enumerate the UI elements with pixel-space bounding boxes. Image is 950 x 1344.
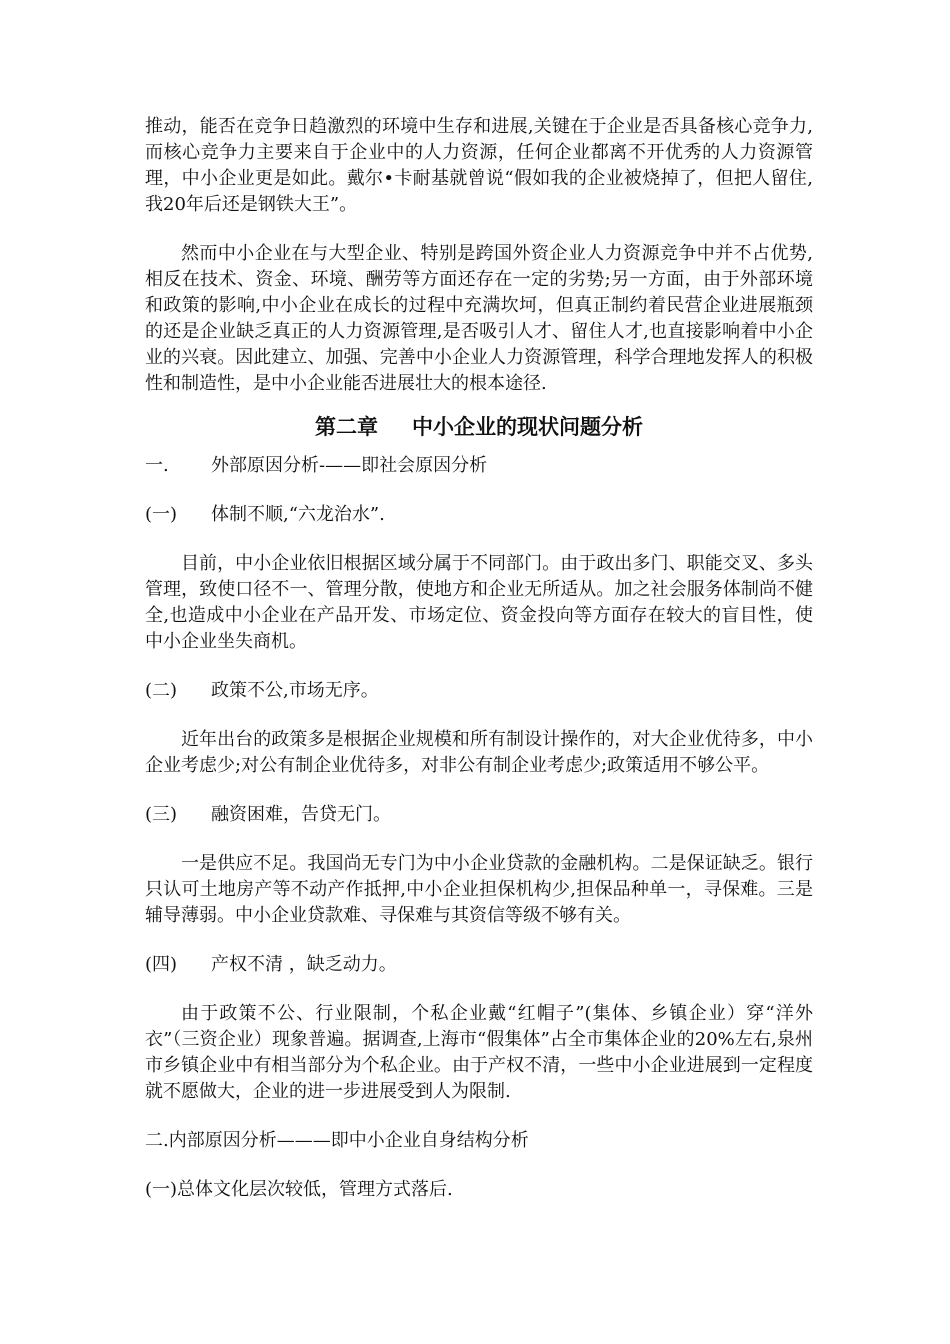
subheading-property-rights <box>145 952 813 978</box>
section-heading-external <box>145 453 813 479</box>
subheading-title: 政策不公,市场无序。 <box>211 680 379 701</box>
subheading-number: (三) <box>145 804 178 825</box>
paragraph-core-competence: 推动，能否在竞争日趋激烈的环境中生存和进展,关键在于企业是否具备核心竞争力,而核心竞争力主要来自于企业中的人力资源，任何企业都离不开优秀的人力资源管理，中小企业更是如此。戴尔•卡耐基就曾说“假如我的企业被烧掉了，但把人留住,我20年后还是钢铁大王”。 <box>145 116 813 215</box>
section-number: 一. <box>145 455 169 476</box>
section-title: 外部原因分析-——即社会原因分析 <box>211 455 488 476</box>
chapter-title: 中小企业的现状问题分析 <box>412 415 643 439</box>
chapter-number: 第二章 <box>315 415 378 439</box>
subheading-title: 融资困难，告贷无门。 <box>211 804 391 825</box>
document-page <box>145 114 813 1203</box>
subheading-policy <box>145 678 813 704</box>
subheading-number: (二) <box>145 680 178 701</box>
paragraph-financing: 一是供应不足。我国尚无专门为中小企业贷款的金融机构。二是保证缺乏。银行只认可土地房产等不动产作抵押,中小企业担保机构少,担保品种单一，寻保难。三是辅导薄弱。中小企业贷款难、寻保难与其资信等级不够有关。 <box>145 853 813 926</box>
paragraph-system: 目前，中小企业依旧根据区域分属于不同部门。由于政出多门、职能交叉、多头管理，致使口径不一、管理分散，使地方和企业无所适从。加之社会服务体制尚不健全,也造成中小企业在产品开发、市场定位、资金投向等方面存在较大的盲目性，使中小企业坐失商机。 <box>145 553 813 652</box>
subheading-title: 产权不清 ，缺乏动力。 <box>211 954 397 975</box>
subheading-financing <box>145 802 813 828</box>
subheading-culture: (一)总体文化层次较低，管理方式落后. <box>145 1179 453 1200</box>
subheading-number: (一) <box>145 504 178 525</box>
subheading-number: (四) <box>145 954 178 975</box>
paragraph-disadvantages: 然而中小企业在与大型企业、特别是跨国外资企业人力资源竞争中并不占优势,相反在技术、资金、环境、酬劳等方面还存在一定的劣势;另一方面，由于外部环境和政策的影响,中小企业在成长的过程中充满坎坷，但真正制约着民营企业进展瓶颈的还是企业缺乏真正的人力资源管理,是否吸引人才、留住人才,也直接影响着中小企业的兴衰。因此建立、加强、完善中小企业人力资源管理，科学合理地发挥人的积极性和制造性，是中小企业能否进展壮大的根本途径. <box>145 243 813 394</box>
paragraph-property-rights: 由于政策不公、行业限制，个私企业戴“红帽子”(集体、乡镇企业）穿“洋外衣”（三资企业）现象普遍。据调查,上海市“假集体”占全市集体企业的20%左右,泉州市乡镇企业中有相当部分为个私企业。由于产权不清，一些中小企业进展到一定程度就不愿做大，企业的进一步进展受到人为限制. <box>145 1003 813 1102</box>
chapter-heading <box>145 413 813 441</box>
subheading-system <box>145 502 813 528</box>
subheading-title: 体制不顺,“六龙治水”. <box>211 504 385 525</box>
paragraph-policy: 近年出台的政策多是根据企业规模和所有制设计操作的，对大企业优待多，中小企业考虑少;对公有制企业优待多，对非公有制企业考虑少;政策适用不够公平。 <box>145 729 813 776</box>
section-heading-internal: 二.内部原因分析———即中小企业自身结构分析 <box>145 1130 529 1151</box>
